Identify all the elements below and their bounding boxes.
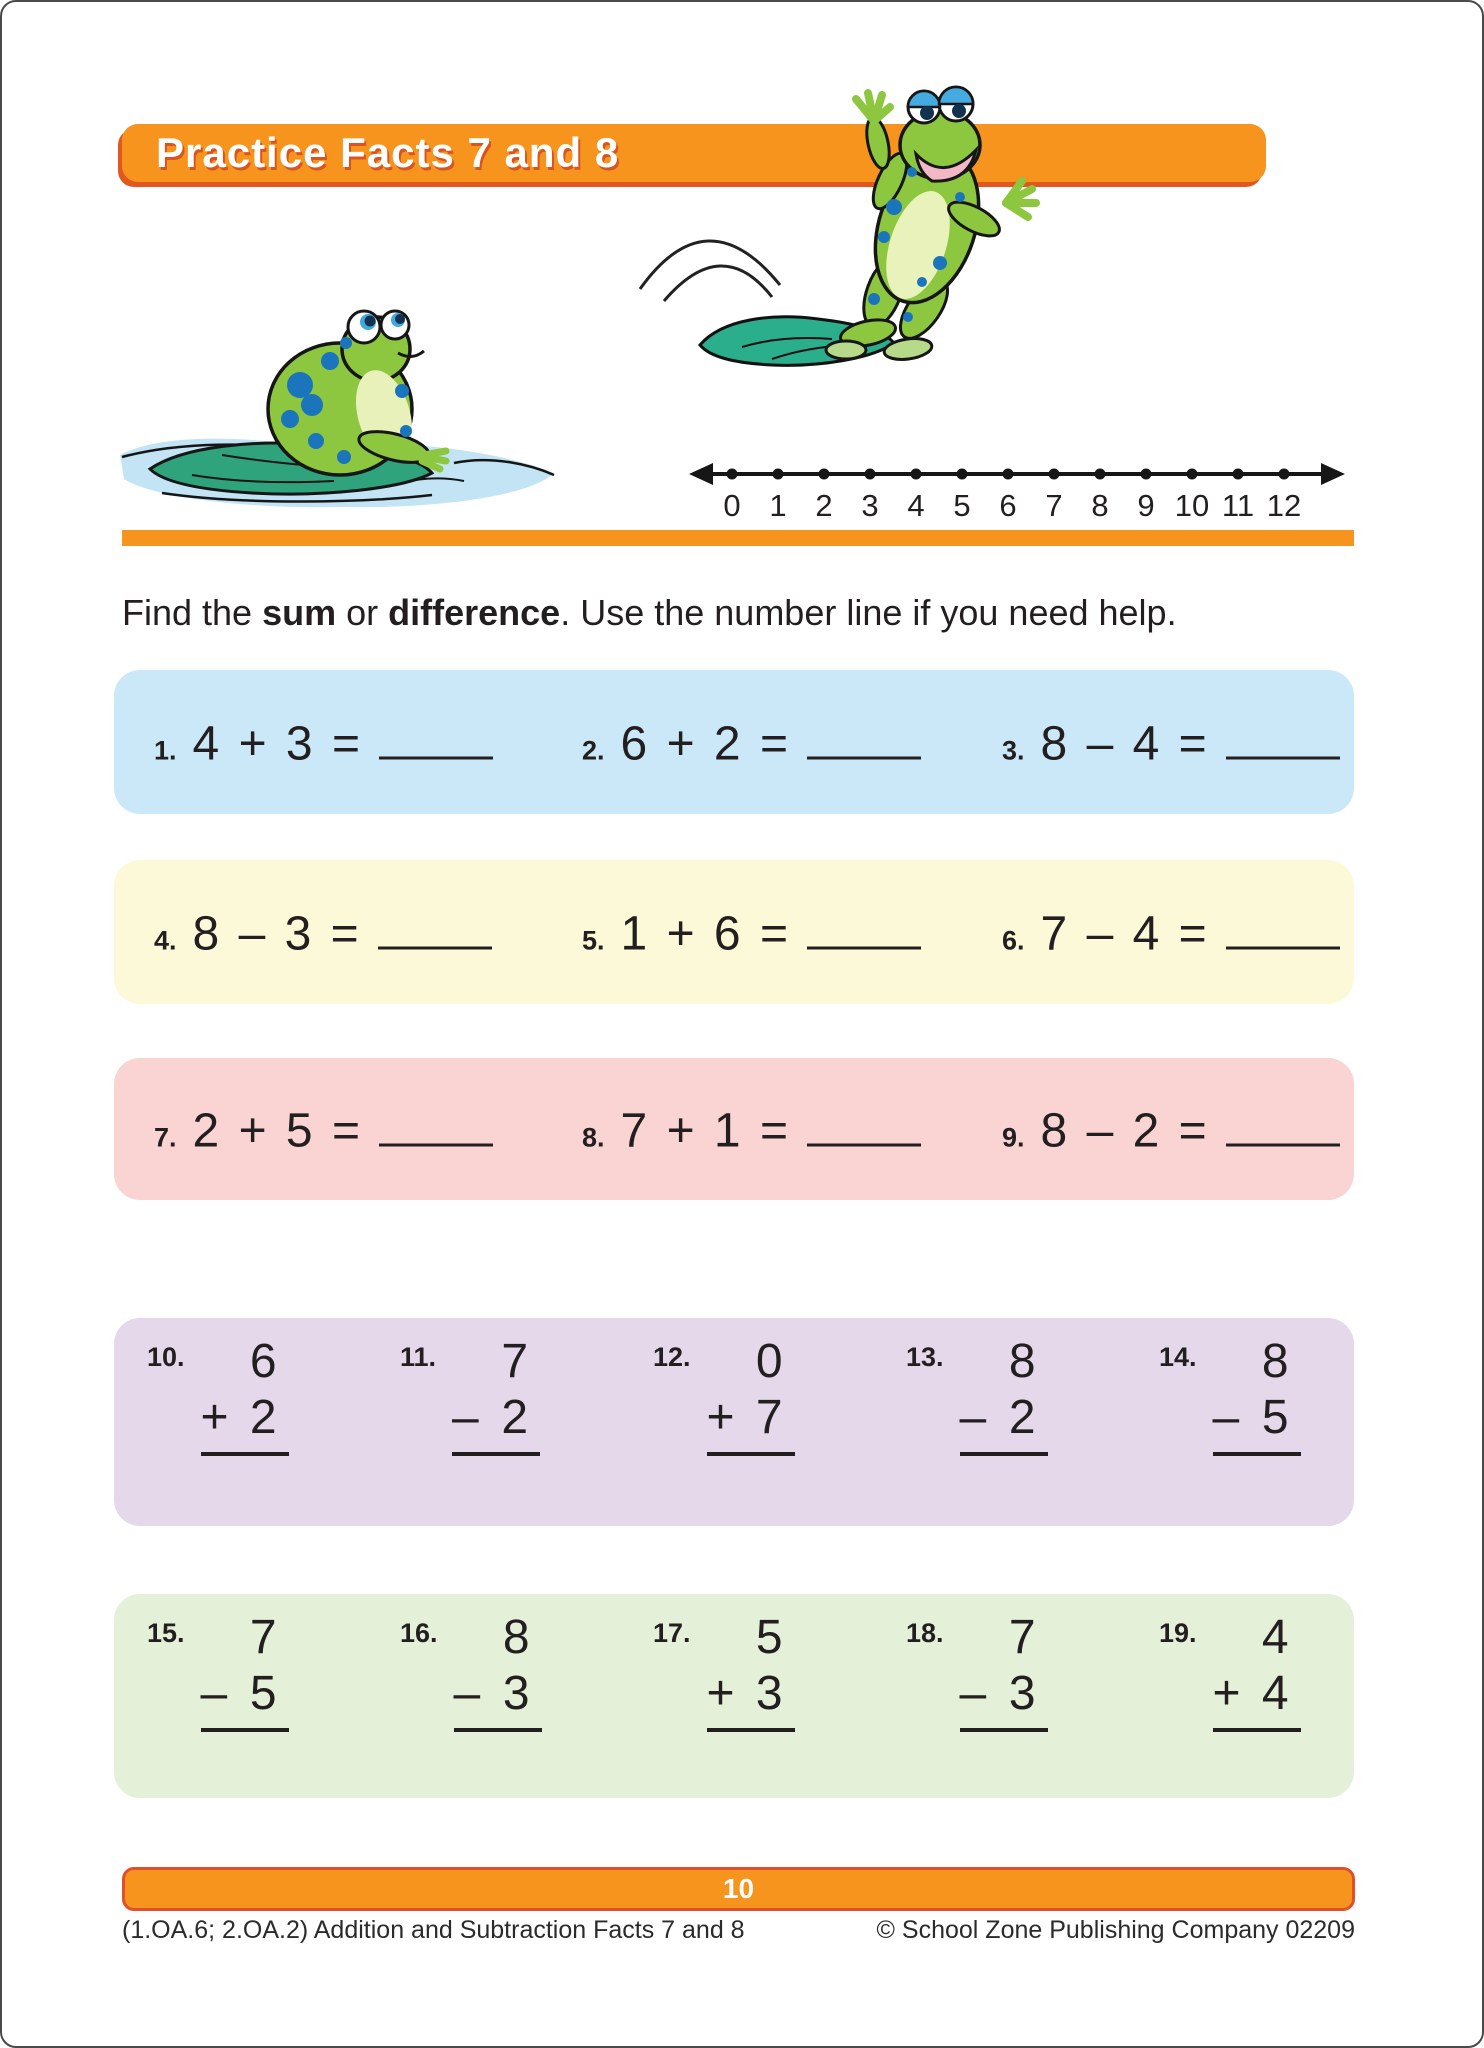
problem-14: [1159, 1334, 1301, 1456]
top-operand: 7: [249, 1611, 277, 1664]
bottom-operand: 4: [1261, 1667, 1289, 1720]
page-number: 10: [722, 1873, 755, 1904]
problem-4: [154, 903, 492, 962]
number-line-label: 9: [1137, 488, 1155, 523]
number-line-label: 6: [999, 488, 1017, 523]
problem-number: 3.: [1002, 735, 1025, 766]
top-operand: 8: [1008, 1335, 1036, 1388]
number-line: [687, 452, 1347, 527]
problem-1: [154, 713, 493, 772]
vertical-equation: [1213, 1610, 1301, 1732]
equation: 2 + 5 =: [192, 1104, 363, 1158]
number-line-label: 1: [769, 488, 787, 523]
bottom-operand: 5: [249, 1667, 277, 1720]
answer-blank[interactable]: [378, 903, 492, 950]
problem-number: 13.: [906, 1342, 944, 1372]
answer-blank[interactable]: [807, 713, 921, 760]
bottom-operand: 2: [501, 1391, 529, 1444]
problem-13: [906, 1334, 1048, 1456]
problem-box-yellow: [114, 860, 1354, 1004]
equation: 1 + 6 =: [620, 907, 791, 961]
number-line-label: 5: [953, 488, 971, 523]
top-operand: 8: [1261, 1335, 1289, 1388]
bottom-operand: 7: [755, 1391, 783, 1444]
problem-number: 6.: [1002, 925, 1025, 956]
bottom-operand: 3: [1008, 1667, 1036, 1720]
answer-blank[interactable]: [379, 1100, 493, 1147]
vertical-equation: [707, 1334, 795, 1456]
vertical-equation: [960, 1334, 1048, 1456]
number-line-label: 12: [1266, 488, 1302, 523]
operator: –: [959, 1667, 987, 1720]
vertical-equation: [1213, 1334, 1301, 1456]
vertical-equation: [452, 1334, 540, 1456]
operator: –: [959, 1391, 987, 1444]
bottom-operand: 3: [755, 1667, 783, 1720]
problem-12: [653, 1334, 795, 1456]
bottom-operand: 5: [1261, 1391, 1289, 1444]
answer-blank[interactable]: [1226, 1100, 1340, 1147]
operator: –: [1212, 1391, 1240, 1444]
top-operand: 8: [502, 1611, 530, 1664]
operator: –: [200, 1667, 228, 1720]
answer-line[interactable]: [452, 1452, 540, 1456]
top-operand: 4: [1261, 1611, 1289, 1664]
problem-box-purple: [114, 1318, 1354, 1526]
problem-number: 9.: [1002, 1122, 1025, 1153]
equation: 7 – 4 =: [1040, 907, 1210, 961]
answer-blank[interactable]: [1226, 713, 1340, 760]
answer-line[interactable]: [201, 1728, 289, 1732]
vertical-equation: [707, 1610, 795, 1732]
equation: 6 + 2 =: [620, 717, 791, 771]
answer-line[interactable]: [960, 1452, 1048, 1456]
jumping-frog-illustration: [622, 77, 1132, 382]
vertical-equation: [960, 1610, 1048, 1732]
number-line-label: 7: [1045, 488, 1063, 523]
problem-9: [1002, 1100, 1340, 1159]
top-operand: 0: [755, 1335, 783, 1388]
operator: +: [1212, 1667, 1241, 1720]
problem-number: 12.: [653, 1342, 691, 1372]
answer-blank[interactable]: [379, 713, 493, 760]
arrow-left-icon: [689, 463, 713, 485]
problem-number: 14.: [1159, 1342, 1197, 1372]
arrow-right-icon: [1321, 463, 1345, 485]
bottom-operand: 3: [502, 1667, 530, 1720]
problem-number: 16.: [400, 1618, 438, 1648]
divider-bar: [122, 530, 1354, 546]
problem-11: [400, 1334, 540, 1456]
problem-number: 2.: [582, 735, 605, 766]
instruction-text: Find the sum or difference. Use the number line if you need help.: [122, 592, 1177, 633]
number-line-label: 10: [1174, 488, 1210, 523]
problem-number: 4.: [154, 925, 177, 956]
answer-line[interactable]: [1213, 1728, 1301, 1732]
operator: –: [453, 1667, 481, 1720]
bottom-operand: 2: [249, 1391, 277, 1444]
problem-number: 18.: [906, 1618, 944, 1648]
problem-17: [653, 1610, 795, 1732]
answer-line[interactable]: [201, 1452, 289, 1456]
problem-number: 10.: [147, 1342, 185, 1372]
top-operand: 7: [1008, 1611, 1036, 1664]
problem-18: [906, 1610, 1048, 1732]
answer-blank[interactable]: [807, 903, 921, 950]
footer-copyright-text: © School Zone Publishing Company 02209: [876, 1916, 1355, 1944]
problem-number: 1.: [154, 735, 177, 766]
equation: 8 – 2 =: [1040, 1104, 1210, 1158]
vertical-equation: [454, 1610, 542, 1732]
answer-blank[interactable]: [807, 1100, 921, 1147]
operator: +: [706, 1667, 735, 1720]
top-operand: 5: [755, 1611, 783, 1664]
number-line-label: 4: [907, 488, 925, 523]
number-line-label: 0: [723, 488, 741, 523]
problem-box-green: [114, 1594, 1354, 1798]
problem-8: [582, 1100, 921, 1159]
answer-line[interactable]: [960, 1728, 1048, 1732]
problem-number: 17.: [653, 1618, 691, 1648]
answer-blank[interactable]: [1226, 903, 1340, 950]
equation: 8 – 3 =: [192, 907, 362, 961]
problem-number: 5.: [582, 925, 605, 956]
number-line-label: 8: [1091, 488, 1109, 523]
answer-line[interactable]: [707, 1452, 795, 1456]
problem-number: 7.: [154, 1122, 177, 1153]
number-line-label: 3: [861, 488, 879, 523]
answer-line[interactable]: [707, 1728, 795, 1732]
bottom-operand: 2: [1008, 1391, 1036, 1444]
page-number-bar: [122, 1867, 1355, 1911]
equation: 4 + 3 =: [192, 717, 363, 771]
operator: +: [706, 1391, 735, 1444]
problem-number: 15.: [147, 1618, 185, 1648]
number-line-label: 11: [1221, 488, 1255, 523]
problem-2: [582, 713, 921, 772]
problem-box-blue: [114, 670, 1354, 814]
problem-10: [147, 1334, 289, 1456]
answer-line[interactable]: [1213, 1452, 1301, 1456]
problem-5: [582, 903, 921, 962]
equation: 7 + 1 =: [620, 1104, 791, 1158]
answer-line[interactable]: [454, 1728, 542, 1732]
problem-6: [1002, 903, 1340, 962]
number-line-label: 2: [815, 488, 833, 523]
operator: –: [452, 1391, 479, 1444]
problem-number: 19.: [1159, 1618, 1197, 1648]
page-title: Practice Facts 7 and 8: [156, 129, 620, 176]
problem-number: 8.: [582, 1122, 605, 1153]
equation: 8 – 4 =: [1040, 717, 1210, 771]
vertical-equation: [201, 1610, 289, 1732]
sitting-frog-illustration: [102, 297, 582, 522]
top-operand: 7: [501, 1335, 529, 1388]
problem-19: [1159, 1610, 1301, 1732]
top-operand: 6: [249, 1335, 277, 1388]
footer-standards-text: (1.OA.6; 2.OA.2) Addition and Subtraction Facts 7 and 8: [122, 1916, 745, 1944]
problem-number: 11.: [400, 1342, 437, 1372]
vertical-equation: [201, 1334, 289, 1456]
problem-3: [1002, 713, 1340, 772]
problem-16: [400, 1610, 542, 1732]
operator: +: [200, 1391, 229, 1444]
problem-box-pink: [114, 1058, 1354, 1200]
problem-7: [154, 1100, 493, 1159]
problem-15: [147, 1610, 289, 1732]
